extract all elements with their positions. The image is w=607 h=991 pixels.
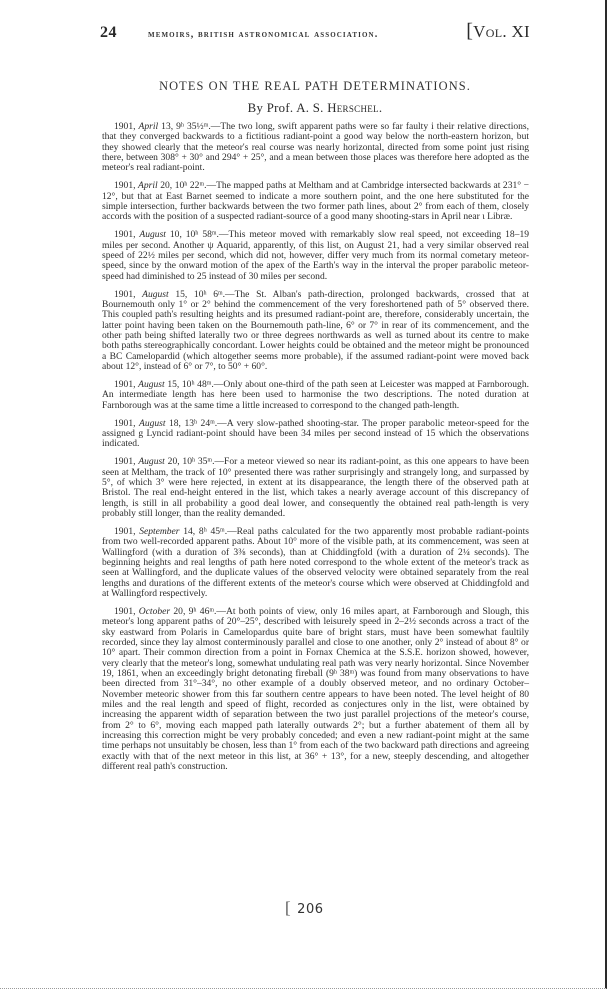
entry-time: 20, 10ʰ 35ᵐ. [164, 456, 215, 468]
entry-time: 18, 13ʰ 24ᵐ. [165, 417, 218, 429]
entry-month: August [138, 417, 166, 429]
entry-text: —For a meteor viewed so near its radiant-point, as this one appears to have been seen at Meltham, the track of 10° presented there was rather surprisingly and strangely long, and surpassed by 5°, of which 3° were here rejected, in extent at its disappearance, the length there of the observed path at Bristol. The real end-height entered in the list, which takes a nearly average account of this discrepancy of length, is still in all probability a good deal lower, and consequently the obtained real path-length is very probably still longer, than the reality demanded. [102, 456, 529, 519]
entry-paragraph [102, 527, 529, 599]
entry-month: August [138, 378, 165, 390]
entry-paragraph [102, 290, 529, 373]
entry-year: 1901, [114, 121, 139, 132]
volume-bracket: [ [466, 20, 474, 42]
entry-month: August [138, 456, 165, 468]
journal-title: memoirs, british astronomical association. [148, 29, 379, 40]
volume-label [466, 20, 530, 43]
entry-text: —A very slow-pathed shooting-star. The proper parabolic meteor-speed for the assigned g Lyncid radiant-point should have been 34 miles per second instead of 15 which the observations indicated. [102, 417, 529, 450]
entry-paragraph [102, 122, 529, 174]
entry-time: 20, 9ʰ 46ᵐ. [170, 605, 217, 617]
entry-paragraph [102, 230, 529, 282]
entry-paragraph [102, 457, 529, 519]
signature-number: 206 [297, 902, 324, 917]
entry-text: —Only about one-third of the path seen at Leicester was mapped at Farnborough. An intermediate length has here been used to harmonise the two descriptions. The noted duration at Farnborough was at the same time a little increased to correspond to the changed path-length. [102, 378, 529, 411]
entry-paragraph [102, 181, 529, 222]
entry-text: —The St. Alban's path-direction, prolonged backwards, crossed that at Bournemouth only 1° or 2° behind the commencement of the very foreshortened path of 5° observed there. This coupled path's resulting heights and its presumed radiant-point are, therefore, considerably uncertain, the latter point having been taken on the Bournemouth path-line, 6° or 7° in rear of its commencement, and the other path being shifted laterally two or three degrees northwards as well as turned about its centre to make both paths stereographically concordant. Lower heights could be obtained and the meteor might be pronounced a BC Camelopardid (which altogether seems more probable), if the assumed radiant-point were moved back about 12°, instead of 6° or 7°, to 50° + 60°. [102, 288, 529, 372]
entry-time: 13, 9ʰ 35½ᵐ. [158, 121, 211, 132]
volume-number: XI [511, 22, 530, 41]
entry-time: 15, 10ʰ 48ᵐ. [164, 378, 214, 390]
entry-year: 1901, [114, 180, 139, 192]
entry-month: August [139, 229, 166, 241]
page-number: 24 [100, 24, 117, 41]
entry-month: August [142, 288, 169, 300]
entry-time: 14, 8ʰ 45ᵐ. [179, 525, 228, 537]
entry-month: April [138, 121, 159, 132]
entry-month: September [139, 525, 180, 537]
entry-time: 10, 10ʰ 58ᵐ. [165, 229, 219, 241]
entry-text: —The mapped paths at Meltham and at Cambridge intersected backwards at 231° − 12°, but that at East Barnet seemed to indicate a more southern point, and the one here substituted for the simple intersection, further backwards between the two former path lines, about 2° from each of them, closely accords with the position of a suspected radiant-source of a good many shooting-stars in April near ι Libræ. [102, 180, 530, 223]
entry-text: —At both points of view, only 16 miles apart, at Farnborough and Slough, this meteor's long apparent paths of 20°–25°, described with leisurely speed in 2–2½ seconds across a tract of the sky eastward from Polaris in Camelopardus quite bare of bright stars, must have been somewhat faultily recorded, since they lay almost conterminously parallel and close to one another, only 2° instead of about 8° or 10° apart. Their common direction from a point in Fornax Chemica at the S.S.E. horizon showed, however, very clearly that the meteor's long, somewhat undulating real path was very nearly horizontal. Since November 19, 1861, when an exceedingly bright detonating fireball (9ʰ 38ᵐ) was found from many observations to have been directed from 31°–34°, no other example of a doubly observed meteor, and no ordinary October–November meteoric shower from this far southern centre appears to have been noted. The level height of 80 miles and the real length and speed of flight, recorded as conjectures only in the list, were obtained by increasing the apparent width of separation between the two just parallel projections of the meteor's course, from 2° to 6°, moving each mapped path laterally outwards 2°; but a further abatement of them all by increasing this correction might be very probably conceded; and even a new radiant-point might at the same time perhaps not unsuitably be chosen, less than 1° from each of the two backward path directions and agreeing exactly with that of the next meteor in this list, at 36° + 13°, for a new, steeply descending, and altogether different real path's construction. [102, 605, 529, 772]
entry-paragraph [102, 607, 529, 773]
article-title: NOTES ON THE REAL PATH DETERMINATIONS. [159, 79, 471, 93]
entry-year: 1901, [114, 229, 140, 241]
entry-text: —The two long, swift apparent paths were so far faulty i their relative directions, that they converged backwards to a fictitious radiant-point a good way below the north-eastern horizon, but they showed clearly that the meteor's real course was nearly horizontal, directed from some point just rising there, between 308° + 30° and 294° + 25°, and a mean between those places was therefore here adopted as the meteor's real radiant-point. [102, 121, 529, 174]
entry-year: 1901, [114, 378, 139, 390]
entry-time: 15, 10ʰ 6ᵐ. [168, 288, 226, 300]
entry-paragraph [102, 419, 529, 450]
entry-year: 1901, [114, 525, 140, 537]
running-head [100, 20, 530, 44]
entry-year: 1901, [114, 288, 143, 300]
entry-month: October [138, 605, 171, 617]
entry-year: 1901, [114, 605, 139, 617]
signature-bracket: [ [285, 898, 292, 917]
entry-time: 20, 10ʰ 22ᵐ. [157, 180, 207, 192]
volume-prefix: Vol. [473, 22, 507, 41]
entry-text: —Real paths calculated for the two apparently most probable radiant-points from two well-recorded apparent paths. About 10° more of the visible path, at its commencement, was seen at Wallingford (with a duration of 3⅜ seconds), than at Chiddingfold (with a duration of 2¼ seconds). The beginning heights and real lengths of path here noted correspond to the whole extent of the meteor's track as seen at Wallingford, and the duplicate values of the observed velocity were obtained separately from the real lengths and durations of the different extents of the meteor's course which were observed at Chiddingfold and at Wallingford respectively. [102, 525, 529, 599]
entry-month: April [138, 180, 158, 192]
article-byline [100, 101, 530, 116]
byline-prefix: By Prof. A. S. [247, 101, 328, 115]
byline-surname: Herschel. [327, 101, 383, 115]
printer-signature [285, 898, 324, 918]
entry-text: —This meteor moved with remarkably slow real speed, not exceeding 18–19 miles per second. Another ψ Aquarid, apparently, of this list, on August 21, had a very similar observed real speed of 22½ miles per second, which did not, however, differ very much from its normal cometary meteor-speed, since by the onward motion of the apex of the Earth's way in the interval the proper parabolic meteor-speed had diminished to 25 instead of 30 miles per second. [102, 229, 529, 282]
entry-paragraph [102, 380, 529, 411]
entry-year: 1901, [114, 417, 139, 429]
article-body [102, 122, 529, 780]
entry-year: 1901, [114, 456, 139, 468]
